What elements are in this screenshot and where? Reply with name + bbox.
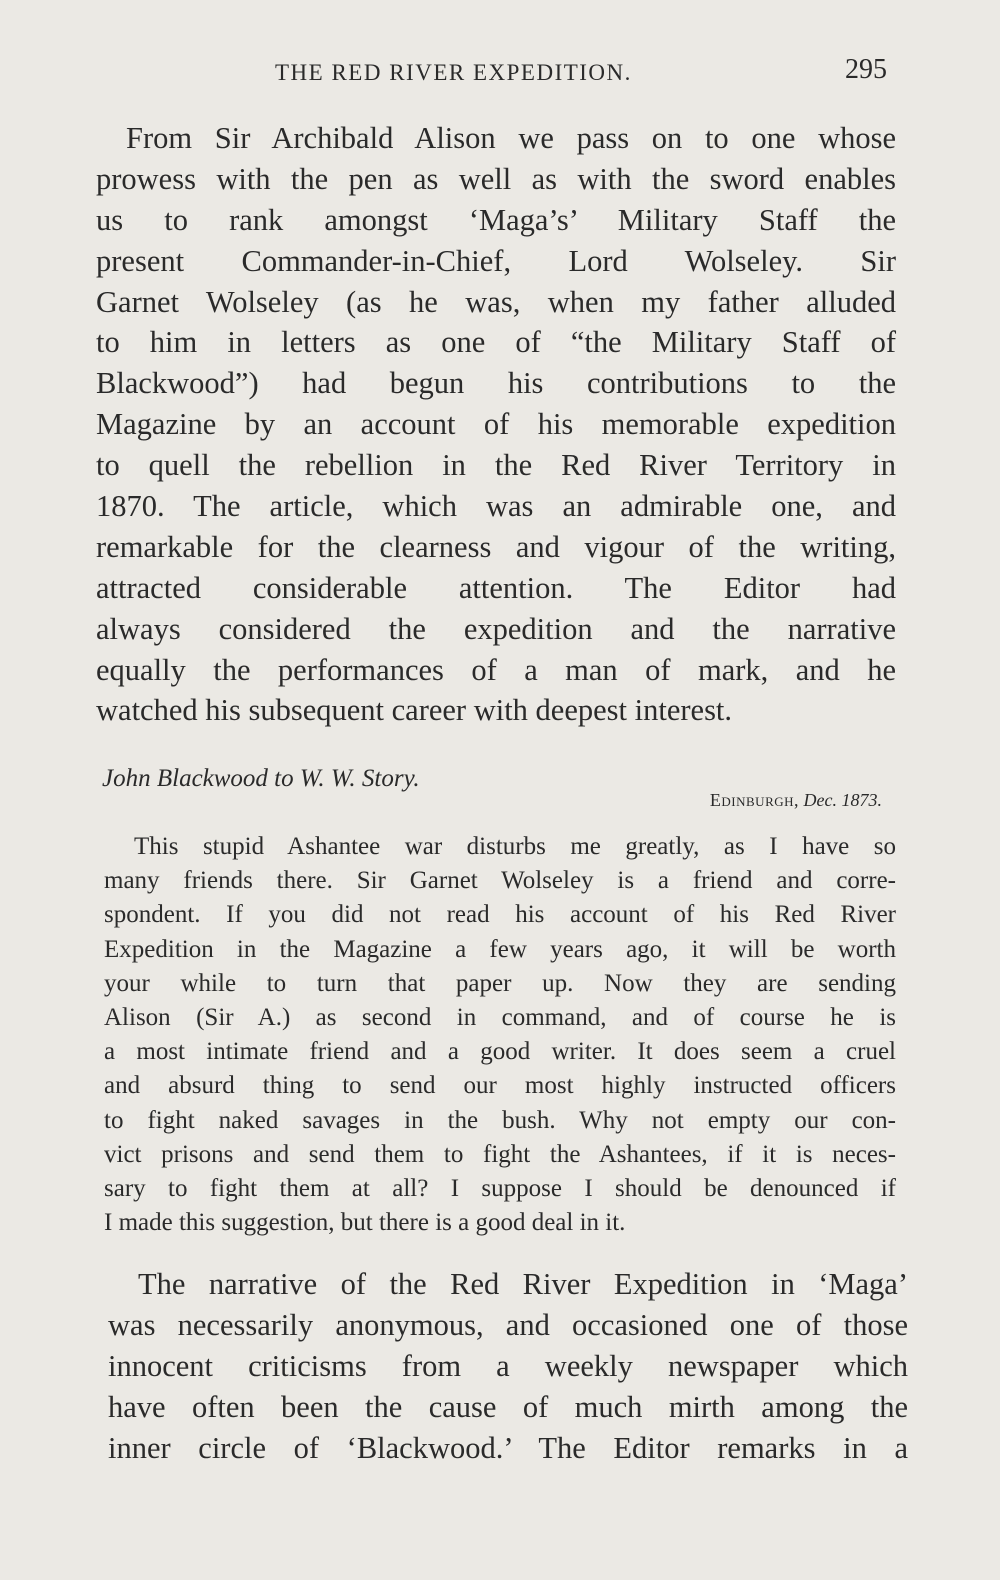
text-line: equally the performances of a man of mark, and he (96, 652, 896, 687)
text-line: to quell the rebellion in the Red River Territory in (96, 448, 896, 483)
paragraph-1 (96, 118, 896, 731)
text-line: sary to fight them at all? I suppose I should be denounced if (104, 1174, 896, 1202)
text-line: Alison (Sir A.) as second in command, and of course he is (104, 1003, 896, 1031)
text-line: us to rank amongst ‘Maga’s’ Military Staff the (96, 202, 896, 237)
running-title: THE RED RIVER EXPEDITION. (275, 60, 632, 85)
text-line: 1870. The article, which was an admirable one, and (96, 489, 896, 524)
letter-correspondents: John Blackwood to W. W. Story. (102, 765, 420, 792)
text-line: spondent. If you did not read his account of his Red River (104, 901, 896, 929)
letter-dateline (710, 790, 882, 811)
text-line: inner circle of ‘Blackwood.’ The Editor remarks in a (108, 1430, 908, 1465)
text-line: Expedition in the Magazine a few years ago, it will be worth (104, 935, 896, 963)
text-line: vict prisons and send them to fight the Ashantees, if it is neces- (104, 1140, 896, 1168)
text-line: watched his subsequent career with deepest interest. (96, 693, 733, 728)
text-line: to fight naked savages in the bush. Why not empty our con- (104, 1106, 896, 1134)
text-line: your while to turn that paper up. Now they are sending (104, 969, 896, 997)
text-line: remarkable for the clearness and vigour of the writing, (96, 529, 896, 564)
text-line: prowess with the pen as well as with the sword enables (96, 161, 896, 196)
paragraph-2 (108, 1264, 908, 1468)
text-line: Magazine by an account of his memorable expedition (96, 407, 896, 442)
letter-heading (102, 765, 892, 810)
page-number: 295 (845, 54, 887, 85)
text-line: Garnet Wolseley (as he was, when my father alluded (96, 284, 896, 319)
text-line: Blackwood”) had begun his contributions to the (96, 366, 896, 401)
text-line: This stupid Ashantee war disturbs me greatly, as I have so (134, 833, 896, 860)
text-line: The narrative of the Red River Expedition in ‘Maga’ (138, 1267, 908, 1301)
text-line: many friends there. Sir Garnet Wolseley is a friend and corre- (104, 867, 896, 895)
text-line: From Sir Archibald Alison we pass on to one whose (126, 121, 896, 155)
text-line: to him in letters as one of “the Military Staff of (96, 325, 896, 360)
text-line: have often been the cause of much mirth among the (108, 1389, 908, 1424)
text-line: attracted considerable attention. The Editor had (96, 570, 896, 605)
text-line: and absurd thing to send our most highly instructed officers (104, 1072, 896, 1100)
text-line: a most intimate friend and a good writer. It does seem a cruel (104, 1038, 896, 1066)
running-head (95, 54, 895, 98)
text-line: present Commander-in-Chief, Lord Wolseley. Sir (96, 243, 896, 278)
letter-body (104, 830, 896, 1240)
text-line: always considered the expedition and the narrative (96, 611, 896, 646)
text-line: innocent criticisms from a weekly newspaper which (108, 1348, 908, 1383)
text-line: was necessarily anonymous, and occasioned one of those (108, 1307, 908, 1342)
letter-place: Edinburgh, (709, 790, 800, 810)
letter-date: Dec. 1873. (803, 790, 882, 810)
text-line: I made this suggestion, but there is a good deal in it. (104, 1209, 626, 1237)
